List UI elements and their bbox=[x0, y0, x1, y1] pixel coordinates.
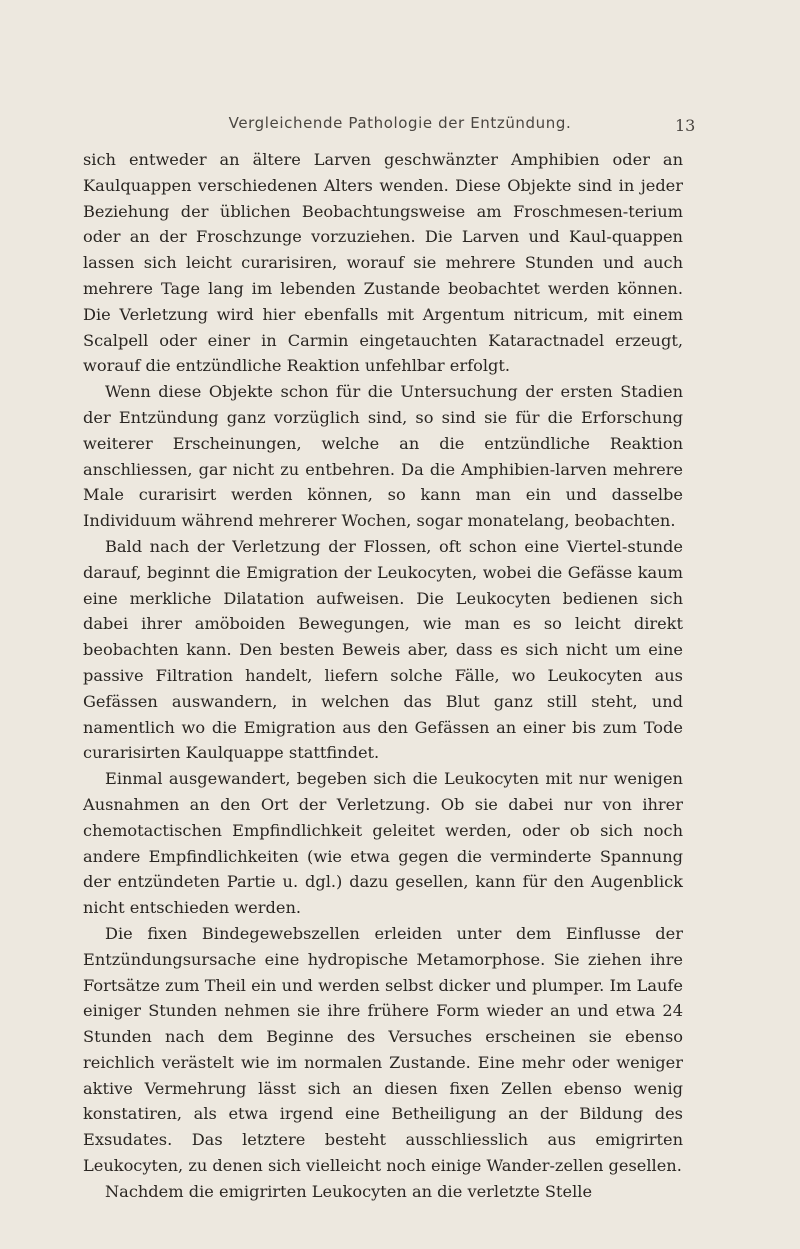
paragraph: Einmal ausgewandert, begeben sich die Leukocyten mit nur wenigen Ausnahmen an den Ort der Verletzung. Ob sie dabei nur von ihrer chemotactischen Empfindlichkeit geleitet werden, oder ob sich noch andere Empfindlichkeiten (wie etwa gegen die verminderte Spannung der entzündeten Partie u. dgl.) dazu gesellen, kann für den Augenblick nicht entschieden werden. bbox=[83, 769, 683, 918]
paragraph: Nachdem die emigrirten Leukocyten an die verletzte Stelle bbox=[105, 1181, 593, 1201]
body-text bbox=[83, 147, 683, 1205]
paragraph: sich entweder an ältere Larven geschwänzter Amphibien oder an Kaulquappen verschiedenen Alters wenden. Diese Objekte sind in jeder Beziehung der üblichen Beobachtungsweise am Froschmesen-terium oder an der Froschzunge vorzuziehen. Die Larven und Kaul-quappen lassen sich leicht curarisiren, worauf sie mehrere Stunden und auch mehrere Tage lang im lebenden Zustande beobachtet werden können. Die Verletzung wird hier ebenfalls mit Argentum nitricum, mit einem Scalpell oder einer in Carmin eingetauchten Kataractnadel erzeugt, worauf die entzündliche Reaktion unfehlbar erfolgt. bbox=[83, 150, 683, 376]
page-number: 13 bbox=[675, 116, 696, 135]
paragraph: Wenn diese Objekte schon für die Untersuchung der ersten Stadien der Entzündung ganz vorzüglich sind, so sind sie für die Erforschung weiterer Erscheinungen, welche an die entzündliche Reaktion anschliessen, gar nicht zu entbehren. Da die Amphibien-larven mehrere Male curarisirt werden können, so kann man ein und dasselbe Individuum während mehrerer Wochen, sogar monatelang, beobachten. bbox=[83, 382, 683, 531]
running-head: Vergleichende Pathologie der Entzündung. bbox=[228, 114, 572, 132]
paragraph: Bald nach der Verletzung der Flossen, oft schon eine Viertel-stunde darauf, beginnt die Emigration der Leukocyten, wobei die Gefässe kaum eine merkliche Dilatation aufweisen. Die Leukocyten bedienen sich dabei ihrer amöboiden Bewegungen, wie man es so leicht direkt beobachten kann. Den besten Beweis aber, dass es sich nicht um eine passive Filtration handelt, liefern solche Fälle, wo Leukocyten aus Gefässen auswandern, in welchen das Blut ganz still steht, und namentlich wo die Emigration aus den Gefässen an einer bis zum Tode curarisirten Kaulquappe stattfindet. bbox=[83, 536, 683, 763]
paragraph: Die fixen Bindegewebszellen erleiden unter dem Einflusse der Entzündungsursache eine hydropische Metamorphose. Sie ziehen ihre Fortsätze zum Theil ein und werden selbst dicker und plumper. Im Laufe einiger Stunden nehmen sie ihre frühere Form wieder an und etwa 24 Stunden nach dem Beginne des Versuches erscheinen sie ebenso reichlich verästelt wie im normalen Zustande. Eine mehr oder weniger aktive Vermehrung lässt sich an diesen fixen Zellen ebenso wenig konstatiren, als etwa irgend eine Betheiligung an der Bildung des Exsudates. Das letztere besteht ausschliesslich aus emigrirten Leukocyten, zu denen sich vielleicht noch einige Wander-zellen gesellen. bbox=[83, 923, 683, 1176]
